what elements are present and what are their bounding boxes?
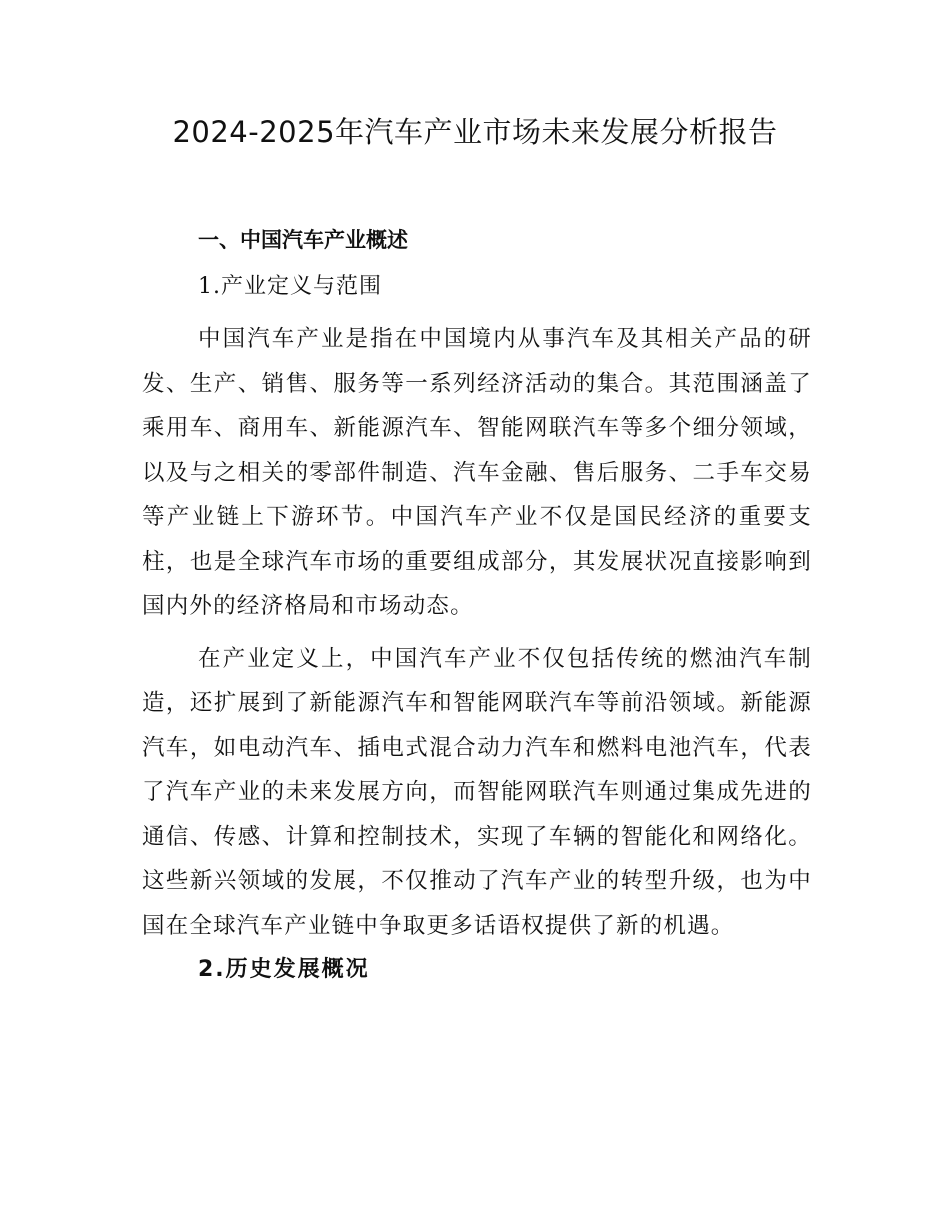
document-title: 2024-2025年汽车产业市场未来发展分析报告 [172, 115, 778, 149]
paragraph-scope: 在产业定义上，中国汽车产业不仅包括传统的燃油汽车制造，还扩展到了新能源汽车和智能网联汽车等前沿领域。新能源汽车，如电动汽车、插电式混合动力汽车和燃料电池汽车，代表了汽车产业的未来发展方向，而智能网联汽车则通过集成先进的通信、传感、计算和控制技术，实现了车辆的智能化和网络化。这些新兴领域的发展，不仅推动了汽车产业的转型升级，也为中国在全球汽车产业链中争取更多话语权提供了新的机遇。 [142, 645, 812, 939]
paragraph-definition: 中国汽车产业是指在中国境内从事汽车及其相关产品的研发、生产、销售、服务等一系列经济活动的集合。其范围涵盖了乘用车、商用车、新能源汽车、智能网联汽车等多个细分领域，以及与之相关的零部件制造、汽车金融、售后服务、二手车交易等产业链上下游环节。中国汽车产业不仅是国民经济的重要支柱，也是全球汽车市场的重要组成部分，其发展状况直接影响到国内外的经济格局和市场动态。 [142, 326, 812, 619]
document-body [142, 226, 812, 1000]
subsection-heading-definition: 1.产业定义与范围 [198, 274, 382, 299]
subsection-heading-history: 2.历史发展概况 [198, 957, 370, 982]
section-heading-overview: 一、中国汽车产业概述 [198, 228, 408, 252]
